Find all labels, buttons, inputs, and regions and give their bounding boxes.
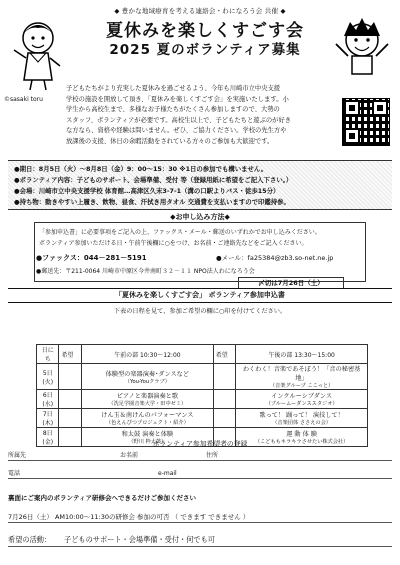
pm-activity-title: 運 動 体 験 — [286, 431, 317, 438]
registration-row-2 — [8, 466, 392, 479]
page-title: 夏休みを楽しくすごす会 — [106, 21, 304, 41]
row-day: 5日(火) — [37, 364, 59, 390]
email-label: e-mail — [158, 470, 177, 477]
training-note: 裏面にご案内のボランティア研修会へできるだけご参加ください — [8, 494, 196, 502]
info-belongings: ●持ち物：動きやすい上履き、飲物、昼食、汗拭き用タオル 交通費を支払いますので印鑑持参。 — [14, 198, 290, 206]
am-activity-group: （You-Youクラブ） — [124, 378, 170, 385]
deadline-badge: 〆切は7月26日（土） — [238, 277, 344, 289]
registration-row-1 — [8, 448, 392, 461]
training-attendance-text: 7月26日（土） AM10:00～11:30の研修会 参加の可否 （ できます できません ） — [8, 513, 250, 521]
postal-address: ●郵送先：〒211-0064 川崎市中原区今井南町３２－１１ NPO法人わになろう会 — [36, 268, 255, 275]
phone-label: 電話 — [8, 470, 21, 477]
header-pm: 午後の部 13:30～15:00 — [236, 345, 368, 364]
info-date: ●期日：8月5日（火）～8月8日（金）9：00～15：30 ※1日の参加でも構いません。 — [14, 165, 268, 173]
am-activity-group: （色えんぴつプロジェクト・紹介） — [105, 420, 189, 426]
schedule-table — [36, 344, 368, 447]
illustration-credit: ©sasaki toru — [4, 96, 43, 103]
intro-line: 放課後の支援、休日の余暇活動をされている方々のご参加も大歓迎です。 — [66, 137, 274, 145]
email-address[interactable]: ●メール：fa25384@zb3.so-net.ne.jp — [216, 254, 334, 262]
table-row — [37, 409, 368, 428]
pm-activity-title: インクルーシブダンス — [271, 393, 333, 400]
intro-line: 学生から高校生まで、多様なお子様たちがたくさん参加しますので、大勢の — [66, 106, 280, 113]
address-label: 住所 — [206, 452, 219, 459]
am-activity — [81, 364, 213, 390]
fax-number: ●ファックス：044－281－5191 — [36, 254, 147, 262]
pm-activity-group: （ブルームーダンススタジオ） — [265, 401, 338, 407]
apply-line: ボランティア参加いただける日・午前午後欄に○をつけ、お名前・ご連絡先などをご記入ください。 — [39, 240, 308, 247]
am-activity-title: 体験型の楽器演奏･ダンスなど — [105, 370, 190, 378]
table-row — [37, 364, 368, 390]
pm-activity-title: 歌って！ 踊って！ 演技して！ — [259, 412, 344, 419]
am-hope-cell[interactable] — [59, 409, 81, 428]
info-content: ●ボランティア内容：子どものサポート、会場準備、受付 等（登録用紙に希望をご記入下さい。） — [14, 176, 293, 184]
apply-line: 「参加申込書」に必要事項をご記入の上、ファックス・メール・郵送のいずれかでお申し込みください。 — [39, 229, 321, 236]
hope-activity-label: 希望の活動： — [8, 535, 52, 544]
header-hope: 希望 — [59, 345, 81, 364]
hope-activity-line — [8, 532, 392, 547]
intro-paragraph — [66, 84, 336, 147]
row-day: 8日(金) — [37, 428, 59, 447]
hope-activity-value: 子どものサポート・会場準備・受付・何でも可 — [64, 535, 215, 544]
organizer-line: ◆ 豊かな地域療育を考える連絡会・わになろう会 共催 ◆ — [114, 7, 286, 15]
apply-heading: ◆お申し込み方法◆ — [170, 213, 230, 221]
am-activity-title: けん玉＆南けんのパフォーマンス — [101, 412, 194, 419]
am-activity-title: ピアノと楽器演奏と歌 — [116, 393, 179, 400]
header-hope: 希望 — [213, 345, 235, 364]
intro-line: 学校の施設を開放して頂き、「夏休みを楽しくすごす会」を実施いたします。小 — [66, 95, 289, 103]
am-hope-cell[interactable] — [59, 390, 81, 409]
mascot-girl-illustration — [8, 14, 68, 92]
pm-activity — [236, 409, 368, 428]
intro-line: スタッフ、ボランティアが必要です。高校生以上で、子どもたちと遊ぶのが好き — [66, 116, 292, 124]
event-info-box — [8, 160, 392, 210]
am-activity — [81, 390, 213, 409]
am-activity — [81, 409, 213, 428]
pm-activity-group: （音楽団体 ささえの会） — [272, 420, 331, 426]
header-am: 午前の部 10:30～12:00 — [81, 345, 213, 364]
mascot-boy-illustration — [330, 14, 394, 76]
pm-activity-title: わくわく！音楽であそぼう！「音の秘密基地」 — [242, 366, 361, 382]
name-label: お名前 — [120, 452, 139, 459]
pm-hope-cell[interactable] — [213, 390, 235, 409]
header-day: 日にち — [37, 345, 59, 364]
am-activity-title: 和太鼓 演奏と体験 — [121, 431, 174, 438]
qr-code-icon[interactable] — [342, 98, 390, 146]
intro-line: な方なら、資格や経験は問いません。ぜひ、ご協力ください。学校の先生方や — [66, 127, 287, 134]
form-title: 「夏休みを楽しくすごす会」 ボランティア参加申込書 — [8, 288, 392, 303]
intro-line: 子どもたちがより充実した夏休みを過ごせるよう、今年も川崎市立中央支援 — [66, 85, 281, 92]
training-attendance-line[interactable] — [8, 510, 392, 523]
pm-hope-cell[interactable] — [213, 409, 235, 428]
registration-title: ボランティア参加希望者の登録 — [152, 440, 248, 448]
pm-activity — [236, 390, 368, 409]
pm-activity-group: （こどももキラキラさせたい株式会社） — [254, 439, 349, 445]
am-activity-group: （野川 粋太鼓） — [128, 439, 167, 445]
row-day: 7日(木) — [37, 409, 59, 428]
table-header-row — [37, 345, 368, 364]
table-row — [37, 390, 368, 409]
form-instruction: 下表の日程を見て、参加ご希望の欄に○印を付けてください。 — [113, 308, 287, 315]
am-hope-cell[interactable] — [59, 364, 81, 390]
pm-hope-cell[interactable] — [213, 364, 235, 390]
pm-activity-group: （音楽グループ ここっと） — [269, 383, 334, 389]
page-subtitle: 2025 夏のボランティア募集 — [109, 42, 301, 58]
am-activity-group: （洗足学園音楽大学・田中ゼミ） — [108, 401, 187, 407]
info-venue: ●会場：川崎市立中央支援学校 体育館…高津区久末3-7-1（溝の口駅よりバス・徒歩15分） — [14, 187, 280, 195]
row-day: 6日(水) — [37, 390, 59, 409]
affiliation-label: 所属先 — [8, 452, 27, 459]
pm-activity — [236, 364, 368, 390]
